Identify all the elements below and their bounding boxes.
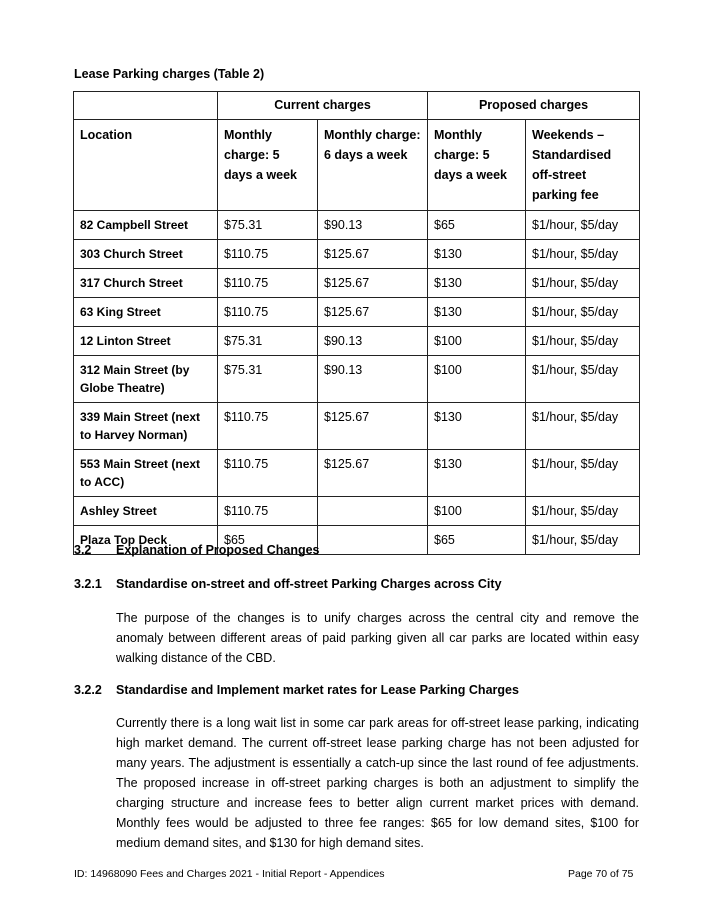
cell-current-6-days: $125.67 (318, 450, 428, 497)
section-title: Standardise on-street and off-street Parking Charges across City (116, 577, 502, 591)
cell-weekend-fee: $1/hour, $5/day (526, 450, 640, 497)
cell-location: 339 Main Street (next to Harvey Norman) (74, 403, 218, 450)
table-row (74, 240, 640, 269)
table-row (74, 356, 640, 403)
cell-current-5-days: $75.31 (218, 356, 318, 403)
cell-current-5-days: $65 (218, 526, 318, 555)
cell-proposed-5-days: $130 (428, 403, 526, 450)
cell-current-5-days: $75.31 (218, 327, 318, 356)
cell-weekend-fee: $1/hour, $5/day (526, 240, 640, 269)
section-3-2-2-body: Currently there is a long wait list in some car park areas for off-street lease parking, indicating high market demand. The current off-street lease parking charge has not been adjusted for many years. The adjustment is essentially a catch-up since the last round of fee adjustments. The proposed increase in off-street parking charges is both an adjustment to simplify the charging structure and increase fees to better align current market prices with demand. Monthly fees would be adjusted to three fee ranges: $65 for low demand sites, $100 for medium demand sites, and $130 for high demand sites. (116, 716, 639, 850)
cell-proposed-5-days: $65 (428, 211, 526, 240)
section-number: 3.2.2 (74, 683, 102, 697)
cell-location: 303 Church Street (74, 240, 218, 269)
cell-proposed-5-days: $100 (428, 356, 526, 403)
section-title: Explanation of Proposed Changes (116, 543, 320, 557)
section-heading-3-2 (74, 543, 320, 557)
section-number: 3.2.1 (74, 577, 102, 591)
cell-current-6-days (318, 526, 428, 555)
cell-current-5-days: $110.75 (218, 240, 318, 269)
cell-current-5-days: $110.75 (218, 450, 318, 497)
section-title: Standardise and Implement market rates for Lease Parking Charges (116, 683, 519, 697)
cell-weekend-fee: $1/hour, $5/day (526, 526, 640, 555)
cell-current-6-days: $125.67 (318, 269, 428, 298)
cell-current-6-days: $90.13 (318, 211, 428, 240)
cell-weekend-fee: $1/hour, $5/day (526, 403, 640, 450)
table-column-header-row (74, 120, 640, 211)
footer-page-number: Page 70 of 75 (568, 868, 634, 880)
cell-weekend-fee: $1/hour, $5/day (526, 497, 640, 526)
cell-proposed-5-days: $130 (428, 269, 526, 298)
footer-document-id: ID: 14968090 Fees and Charges 2021 - Initial Report - Appendices (74, 868, 385, 880)
cell-location: Plaza Top Deck (74, 526, 218, 555)
table-row (74, 450, 640, 497)
table-row (74, 298, 640, 327)
cell-current-6-days: $125.67 (318, 403, 428, 450)
table-row (74, 403, 640, 450)
cell-proposed-5-days: $65 (428, 526, 526, 555)
cell-current-5-days: $110.75 (218, 298, 318, 327)
cell-proposed-5-days: $100 (428, 497, 526, 526)
table-caption: Lease Parking charges (Table 2) (74, 67, 265, 81)
cell-current-6-days (318, 497, 428, 526)
cell-weekend-fee: $1/hour, $5/day (526, 356, 640, 403)
cell-current-5-days: $75.31 (218, 211, 318, 240)
cell-proposed-5-days: $130 (428, 298, 526, 327)
section-heading-3-2-1 (74, 577, 502, 591)
cell-proposed-5-days: $130 (428, 450, 526, 497)
cell-location: 12 Linton Street (74, 327, 218, 356)
cell-current-6-days: $90.13 (318, 356, 428, 403)
column-header-current-5-days: Monthly charge: 5 days a week (218, 120, 318, 211)
cell-proposed-5-days: $100 (428, 327, 526, 356)
lease-parking-table (73, 91, 640, 555)
table-row (74, 269, 640, 298)
cell-current-5-days: $110.75 (218, 497, 318, 526)
proposed-charges-header: Proposed charges (428, 92, 640, 120)
column-header-weekends: Weekends – Standardised off-street parking fee (526, 120, 640, 211)
cell-location: 63 King Street (74, 298, 218, 327)
table-row (74, 327, 640, 356)
cell-weekend-fee: $1/hour, $5/day (526, 269, 640, 298)
column-header-current-6-days: Monthly charge: 6 days a week (318, 120, 428, 211)
table-row (74, 211, 640, 240)
cell-weekend-fee: $1/hour, $5/day (526, 211, 640, 240)
current-charges-header: Current charges (218, 92, 428, 120)
cell-current-6-days: $90.13 (318, 327, 428, 356)
cell-weekend-fee: $1/hour, $5/day (526, 327, 640, 356)
cell-location: 312 Main Street (by Globe Theatre) (74, 356, 218, 403)
table-empty-header (74, 92, 218, 120)
cell-proposed-5-days: $130 (428, 240, 526, 269)
cell-current-6-days: $125.67 (318, 298, 428, 327)
table-row (74, 497, 640, 526)
cell-location: Ashley Street (74, 497, 218, 526)
cell-location: 553 Main Street (next to ACC) (74, 450, 218, 497)
section-heading-3-2-2 (74, 683, 519, 697)
cell-current-6-days: $125.67 (318, 240, 428, 269)
cell-location: 317 Church Street (74, 269, 218, 298)
column-header-proposed-5-days: Monthly charge: 5 days a week (428, 120, 526, 211)
cell-weekend-fee: $1/hour, $5/day (526, 298, 640, 327)
section-number: 3.2 (74, 543, 92, 557)
section-3-2-1-body: The purpose of the changes is to unify charges across the central city and remove the anomaly between different areas of paid parking given all car parks are located within easy walking distance of the CBD. (116, 611, 639, 665)
table-group-header-row (74, 92, 640, 120)
cell-current-5-days: $110.75 (218, 269, 318, 298)
column-header-location: Location (74, 120, 218, 211)
cell-location: 82 Campbell Street (74, 211, 218, 240)
cell-current-5-days: $110.75 (218, 403, 318, 450)
